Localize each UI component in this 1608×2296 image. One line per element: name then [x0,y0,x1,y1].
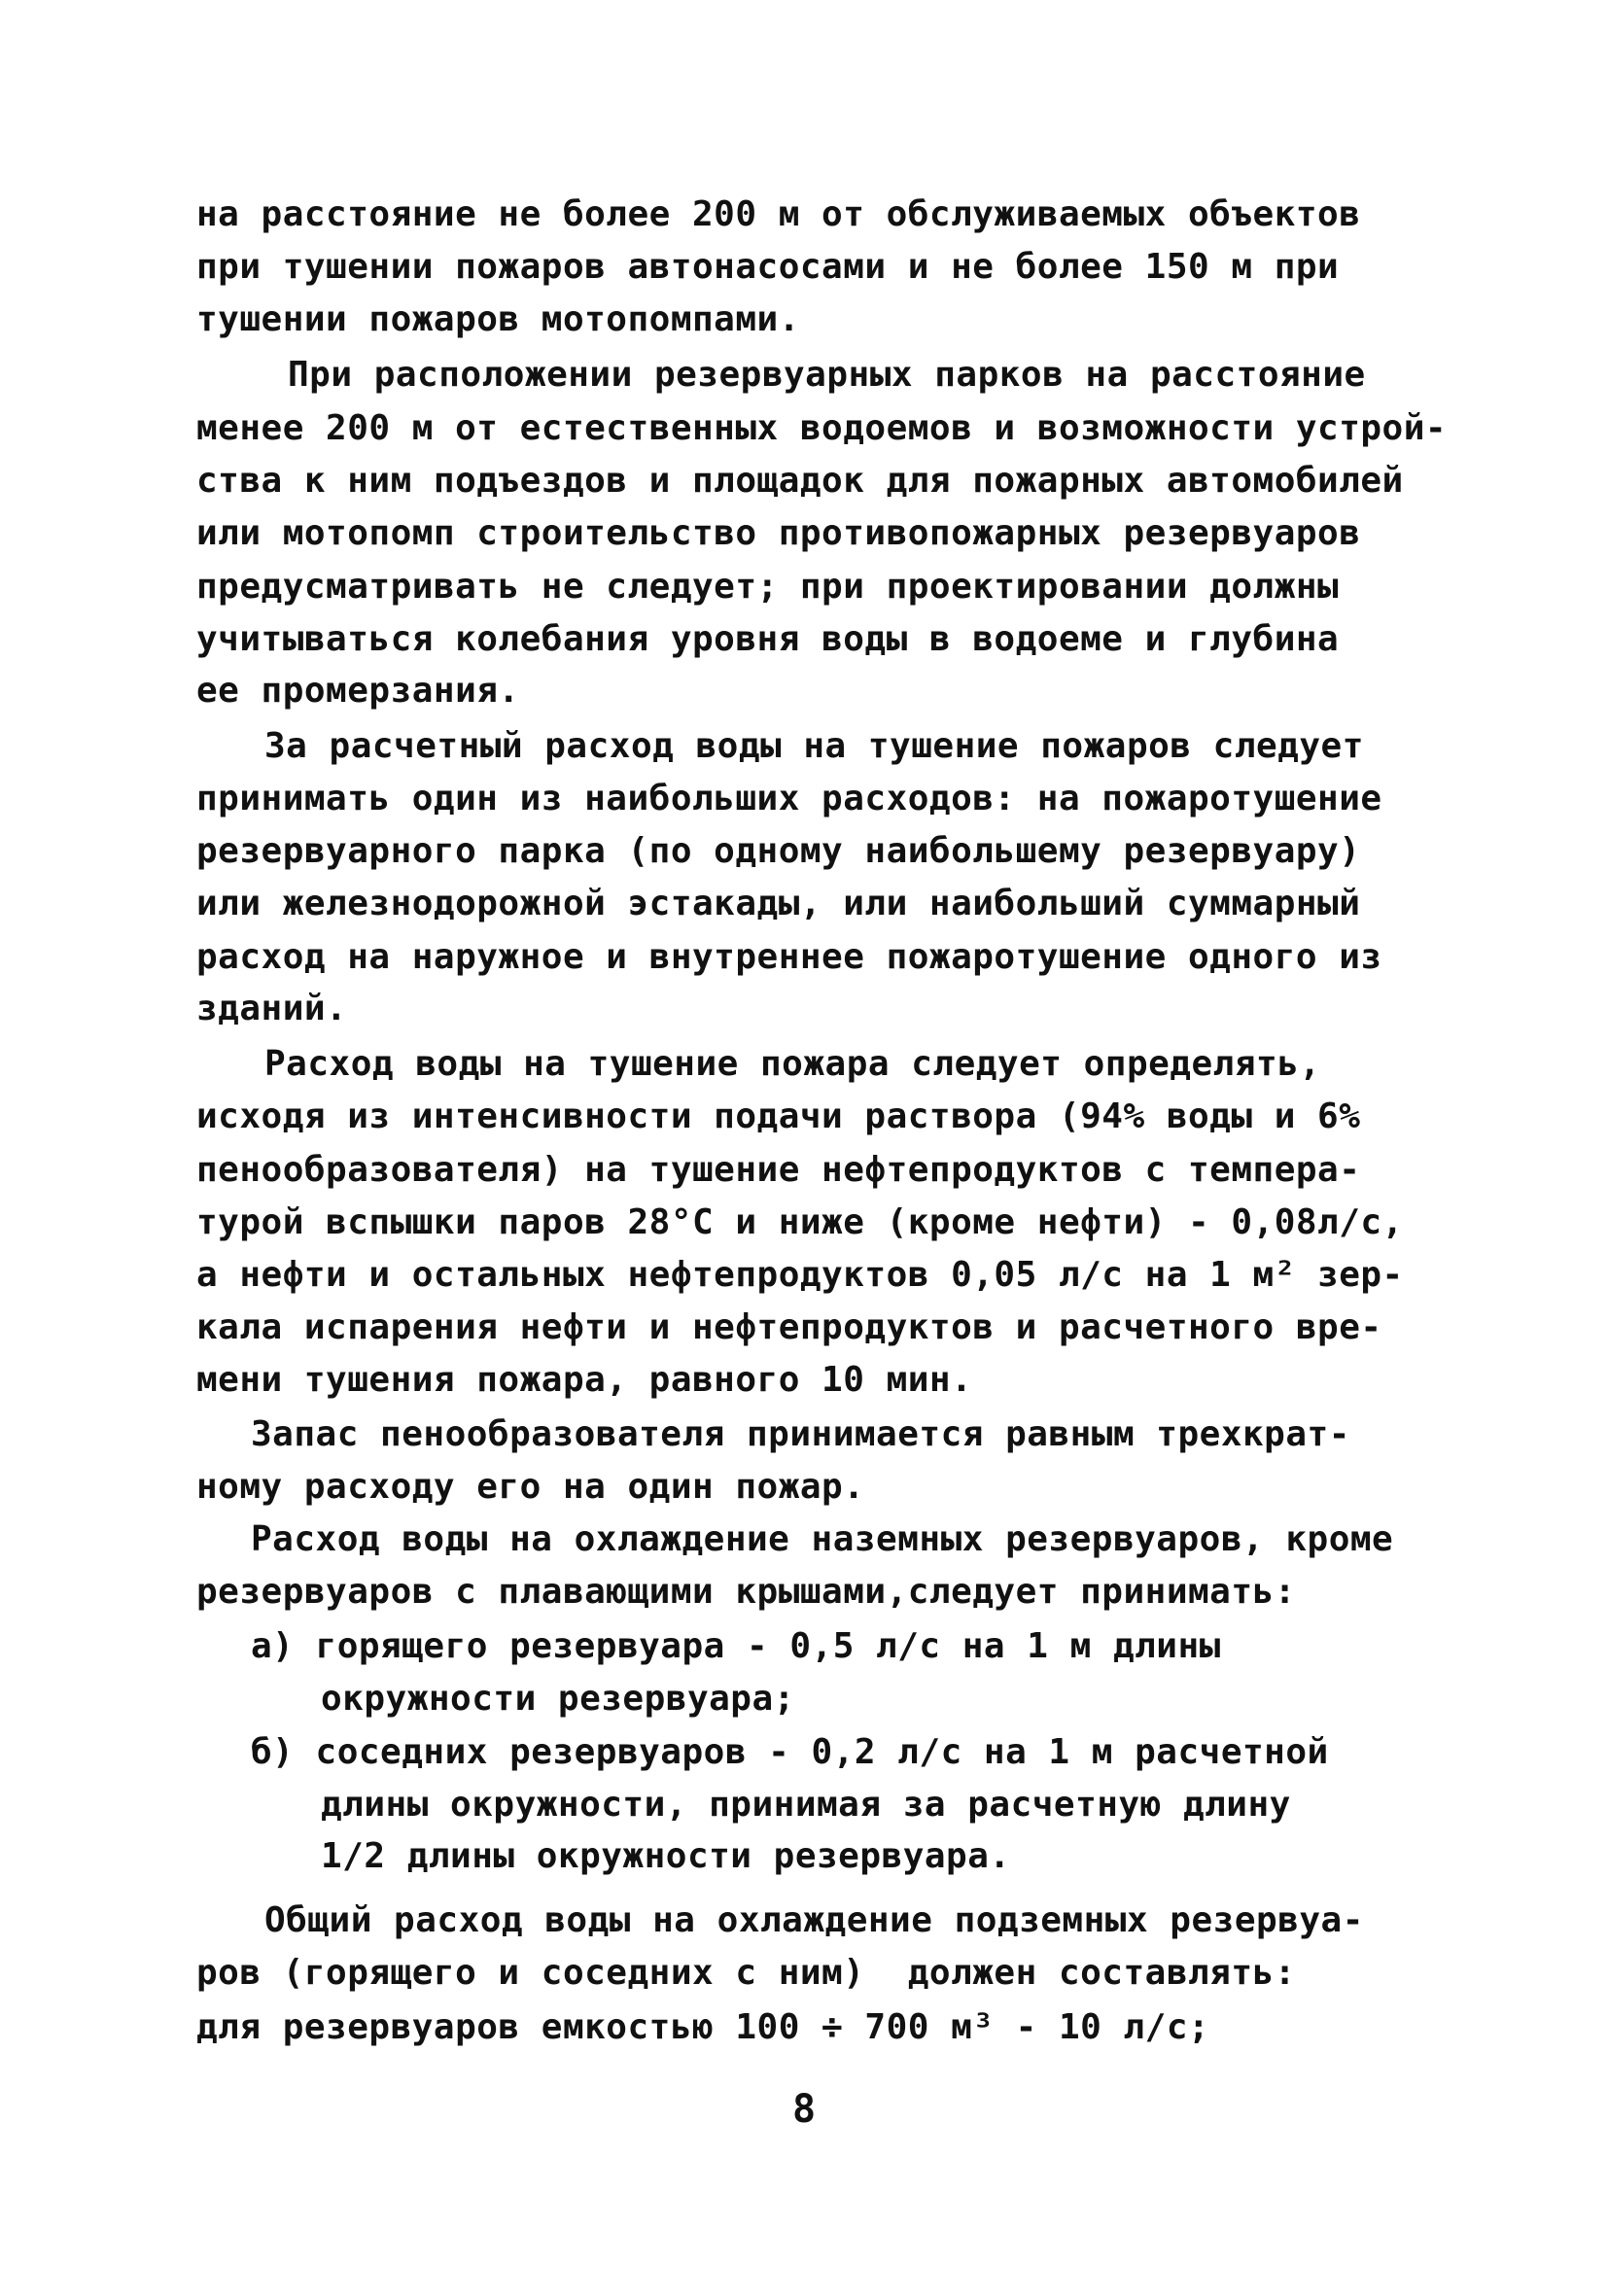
text-line: а) горящего резервуара - 0,5 л/с на 1 м длины [251,1626,1221,1666]
text-line: пенообразователя) на тушение нефтепродуктов с темпера- [196,1150,1361,1190]
text-line: или мотопомп строительство противопожарных резервуаров [196,513,1361,553]
text-line: длины окружности, принимая за расчетную длину [321,1785,1291,1825]
text-line: ства к ним подъездов и площадок для пожарных автомобилей [196,461,1404,501]
text-line: тушении пожаров мотопомпами. [196,299,800,339]
text-line: резервуаров с плавающими крышами,следует принимать: [196,1572,1296,1612]
text-line: турой вспышки паров 28°С и ниже (кроме нефти) - 0,08л/с, [196,1202,1404,1242]
text-line: исходя из интенсивности подачи раствора (94% воды и 6% [196,1096,1361,1136]
text-line: 1/2 длины окружности резервуара. [321,1836,1011,1876]
text-line: или железнодорожной эстакады, или наибольший суммарный [196,884,1361,923]
text-line: Общий расход воды на охлаждение подземных резервуа- [264,1900,1364,1940]
text-line: Расход воды на тушение пожара следует определять, [264,1044,1321,1084]
text-line: зданий. [196,989,348,1028]
text-line: ному расходу его на один пожар. [196,1467,865,1507]
text-line: За расчетный расход воды на тушение пожаров следует [264,726,1364,766]
text-line: ее промерзания. [196,671,520,711]
text-line: резервуарного парка (по одному наибольшему резервуару) [196,831,1361,871]
text-line: окружности резервуара; [321,1679,795,1719]
page-number: 8 [791,2087,817,2132]
text-line: При расположении резервуарных парков на расстояние [288,355,1366,395]
text-line: мени тушения пожара, равного 10 мин. [196,1360,973,1400]
text-line: при тушении пожаров автонасосами и не более 150 м при [196,247,1340,287]
text-line: предусматривать не следует; при проектировании должны [196,567,1340,607]
text-line: ров (горящего и соседних с ним) должен составлять: [196,1953,1296,1993]
text-line: а нефти и остальных нефтепродуктов 0,05 л/с на 1 м² зер- [196,1255,1404,1295]
text-line: принимать один из наибольших расходов: на пожаротушение [196,779,1382,818]
text-line: Запас пенообразователя принимается равным трехкрат- [251,1414,1350,1454]
text-line: учитываться колебания уровня воды в водоеме и глубина [196,619,1340,659]
text-line: на расстояние не более 200 м от обслуживаемых объектов [196,194,1361,234]
text-line: Расход воды на охлаждение наземных резервуаров, кроме [251,1519,1394,1559]
text-line: б) соседних резервуаров - 0,2 л/с на 1 м расчетной [251,1732,1329,1772]
text-line: менее 200 м от естественных водоемов и возможности устрой- [196,408,1448,448]
text-line: для резервуаров емкостью 100 ÷ 700 м³ - 10 л/с; [196,2007,1210,2047]
text-line: кала испарения нефти и нефтепродуктов и расчетного вре- [196,1307,1382,1347]
text-line: расход на наружное и внутреннее пожаротушение одного из [196,937,1382,977]
